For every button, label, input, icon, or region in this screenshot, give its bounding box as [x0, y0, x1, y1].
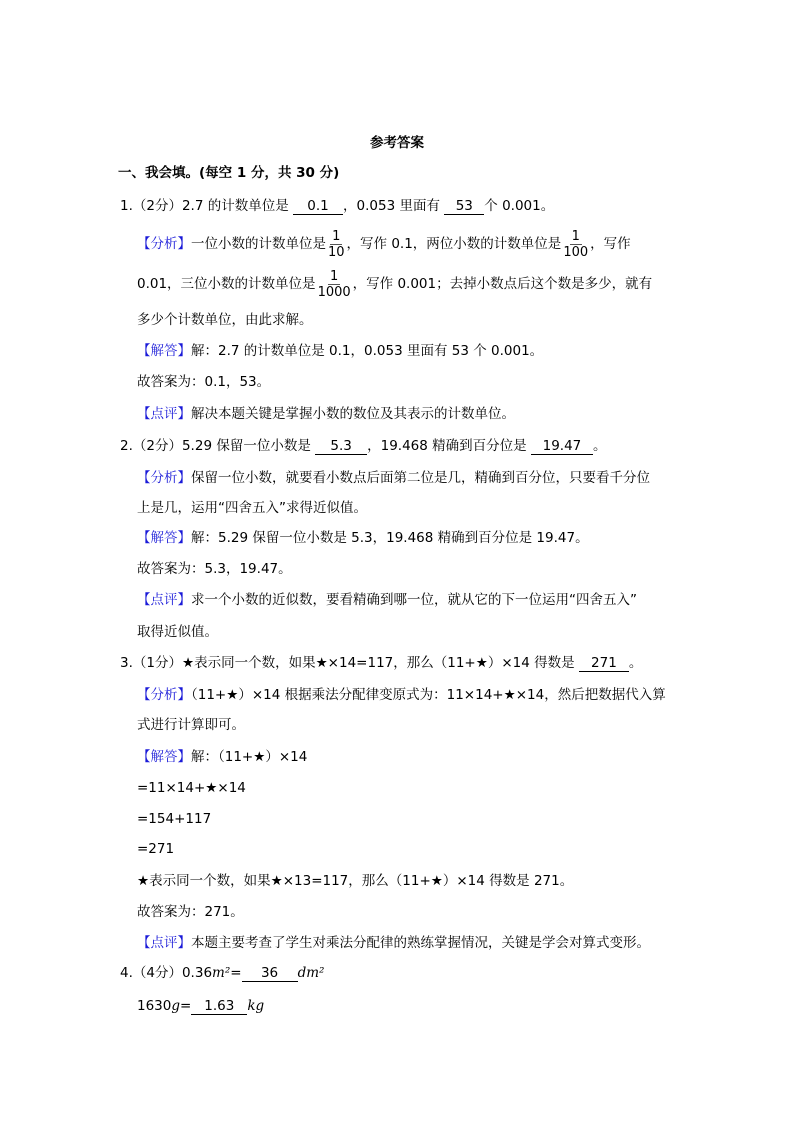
- q3-solution: 【解答】解：（11+★）×14: [137, 749, 308, 765]
- question-1: 1.（2分）2.7 的计数单位是 0.1 ，0.053 里面有 53 个 0.001。: [120, 198, 555, 214]
- question-3: 3.（1分）★表示同一个数，如果★×14=117，那么（11+★）×14 得数是 271 。: [120, 655, 643, 671]
- q2-comment: 【点评】求一个小数的近似数，要看精确到哪一位，就从它的下一位运用“四舍五入”: [137, 592, 637, 608]
- q1-solution: 【解答】解：2.7 的计数单位是 0.1，0.053 里面有 53 个 0.001。: [137, 343, 544, 359]
- q2-solution: 【解答】解：5.29 保留一位小数是 5.3，19.468 精确到百分位是 19.47。: [137, 530, 589, 546]
- q3-comment: 【点评】本题主要考查了学生对乘法分配律的熟练掌握情况，关键是学会对算式变形。: [137, 935, 650, 951]
- page-title: 参考答案: [370, 135, 424, 151]
- q1-analysis: 【分析】一位小数的计数单位是 $\frac{1}{10}$ ，写作 0.1，两位小数的计数单位是 $\frac{1}{100}$ ，写作: [137, 228, 631, 260]
- document-page: 参考答案 一、我会填。(每空 1 分，共 30 分) 1.（2分）2.7 的计数单位是 0.1 ，0.053 里面有 53 个 0.001。 【分析】一位小数的计数单位是 $\frac{1}{10}$ ，写作 0.1，两位小数的计数单位是 $\frac{1}{100}$ ，写作 0.01，三位小数的计数单位是 $\frac{1}{1000}$ ，写作 0.001；去掉小数点后这个数是多少，就有 多少个计数单位，由此求解。 【解答】解：2.7 的计数单位是 0.1，0.053 里面有 53 个 0.001。 故答案为：0.1，53。 【点评】解决本题关键是掌握小数的数位及其表示的计数单位。 2.（2分）5.29 保留一位小数是 5.3 ，19.468 精确到百分位是 19.47 。 【分析】保留一位小数，就要看小数点后面第二位是几，精确到百分位，只要看千分位 上是几，运用“四舍五入”求得近似值。 【解答】解：5.29 保留一位小数是 5.3，19.468 精确到百分位是 19.47。 故答案为：5.3，19.47。 【点评】求一个小数的近似数，要看精确到哪一位，就从它的下一位运用“四舍五入” 取得近似值。 3.（1分）★表示同一个数，如果★×14=117，那么（11+★）×14 得数是 271 。 【分析】（11+★）×14 根据乘法分配律变原式为：11×14+★×14，然后把数据代入算 式进行计算即可。 【解答】解：（11+★）×14 =11×14+★×14 =154+117 =271 ★表示同一个数，如果★×13=117，那么（11+★）×14 得数是 271。 故答案为：271。 【点评】本题主要考查了学生对乘法分配律的熟练掌握情况，关键是学会对算式变形。 4.（4分）0.36m²= 36 dm² 1630g= 1.63 kg: [0, 0, 794, 1123]
- question-2: 2.（2分）5.29 保留一位小数是 5.3 ，19.468 精确到百分位是 19.47 。: [120, 438, 607, 454]
- q3-analysis: 【分析】（11+★）×14 根据乘法分配律变原式为：11×14+★×14，然后把数据代入算: [137, 687, 666, 703]
- section-heading: 一、我会填。(每空 1 分，共 30 分): [118, 165, 340, 181]
- q1-comment: 【点评】解决本题关键是掌握小数的数位及其表示的计数单位。: [137, 406, 515, 422]
- q2-analysis: 【分析】保留一位小数，就要看小数点后面第二位是几，精确到百分位，只要看千分位: [137, 470, 650, 486]
- question-4: 4.（4分）0.36m²= 36 dm²: [120, 965, 325, 981]
